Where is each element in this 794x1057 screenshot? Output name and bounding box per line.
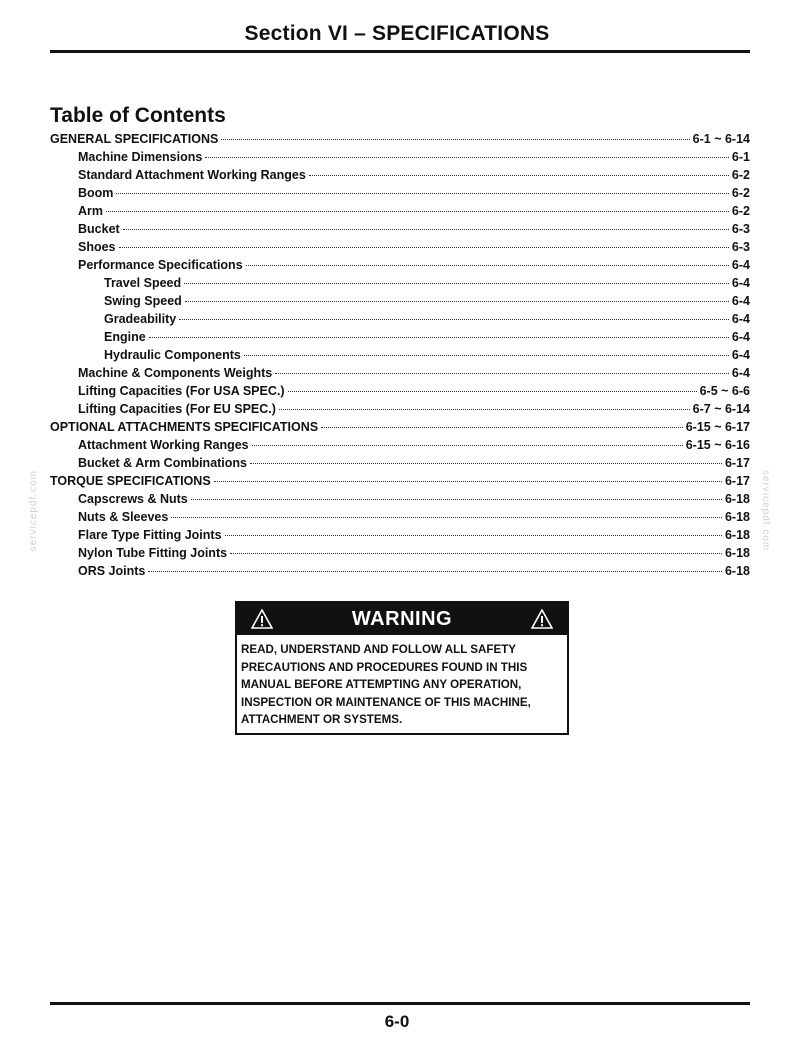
toc-entry-page: 6-2 xyxy=(731,204,750,218)
toc-heading: Table of Contents xyxy=(50,104,226,127)
toc-entry-label: Swing Speed xyxy=(104,294,182,308)
toc-dot-leader xyxy=(116,192,729,194)
toc-entry-page: 6-4 xyxy=(731,366,750,380)
toc-entry-label: Hydraulic Components xyxy=(104,348,241,362)
toc-dot-leader xyxy=(205,156,729,158)
toc-dot-leader xyxy=(179,318,729,320)
warning-line: MANUAL BEFORE ATTEMPTING ANY OPERATION, xyxy=(241,678,522,691)
warning-line: PRECAUTIONS AND PROCEDURES FOUND IN THIS xyxy=(241,660,528,674)
toc-entry-page: 6-4 xyxy=(731,258,750,272)
toc-entry-page: 6-3 xyxy=(731,240,750,254)
toc-entry-page: 6-4 xyxy=(731,312,750,326)
warning-title: WARNING xyxy=(351,607,453,630)
toc-dot-leader xyxy=(275,372,729,374)
warning-line: INSPECTION OR MAINTENANCE OF THIS MACHINE, xyxy=(241,695,531,709)
toc-dot-leader xyxy=(225,534,722,536)
toc-entry-label: ORS Joints xyxy=(78,564,146,578)
toc-dot-leader xyxy=(321,426,683,428)
toc-entry xyxy=(50,528,750,546)
toc-entry xyxy=(50,492,750,510)
toc-dot-leader xyxy=(250,462,722,464)
toc-entry xyxy=(50,384,750,402)
toc-dot-leader xyxy=(309,174,729,176)
toc-entry xyxy=(50,564,750,582)
section-title: Section VI – SPECIFICATIONS xyxy=(244,22,550,45)
toc-dot-leader xyxy=(288,390,697,392)
toc-entry-label: Bucket & Arm Combinations xyxy=(78,456,248,470)
toc-entry-page: 6-1 xyxy=(731,150,750,164)
toc-entry xyxy=(50,312,750,330)
toc-dot-leader xyxy=(148,570,722,572)
toc-dot-leader xyxy=(246,264,729,266)
toc-entry-label: Attachment Working Ranges xyxy=(78,438,249,452)
toc-entry xyxy=(50,510,750,528)
toc-entry-page: 6-17 xyxy=(724,474,750,488)
toc-entry-label: Machine Dimensions xyxy=(78,150,203,164)
toc-entry xyxy=(50,204,750,222)
toc-entry-page: 6-18 xyxy=(724,546,750,560)
warning-triangle-icon xyxy=(251,609,273,629)
toc-entry-page: 6-4 xyxy=(731,330,750,344)
toc-entry-label: Travel Speed xyxy=(104,276,182,290)
toc-entry xyxy=(50,438,750,456)
warning-line: READ, UNDERSTAND AND FOLLOW ALL SAFETY xyxy=(241,643,517,656)
toc-entry-page: 6-17 xyxy=(724,456,750,470)
top-rule xyxy=(50,50,750,53)
toc-entry xyxy=(50,186,750,204)
toc-entry xyxy=(50,348,750,366)
page-number: 6-0 xyxy=(384,1012,410,1031)
toc-entry-label: Nylon Tube Fitting Joints xyxy=(78,546,228,560)
toc-entry-page: 6-2 xyxy=(731,186,750,200)
toc-entry xyxy=(50,168,750,186)
toc-entry-page: 6-1 ~ 6-14 xyxy=(692,132,750,146)
warning-triangle-icon xyxy=(531,609,553,629)
toc-entry-page: 6-18 xyxy=(724,510,750,524)
toc-entry-label: Boom xyxy=(78,186,114,200)
toc-dot-leader xyxy=(191,498,722,500)
toc-entry-label: GENERAL SPECIFICATIONS xyxy=(50,132,219,146)
toc-entry-label: OPTIONAL ATTACHMENTS SPECIFICATIONS xyxy=(50,420,319,434)
toc-entry-page: 6-18 xyxy=(724,492,750,506)
toc-entry xyxy=(50,546,750,564)
toc-entry-label: Gradeability xyxy=(104,312,177,326)
warning-line: ATTACHMENT OR SYSTEMS. xyxy=(241,713,403,726)
toc-entry-page: 6-15 ~ 6-16 xyxy=(685,438,750,452)
toc-entry xyxy=(50,240,750,258)
toc-entry xyxy=(50,132,750,150)
toc-dot-leader xyxy=(214,480,722,482)
toc-dot-leader xyxy=(230,552,722,554)
toc-entry-label: Nuts & Sleeves xyxy=(78,510,169,524)
toc-entry xyxy=(50,474,750,492)
toc-entry-page: 6-4 xyxy=(731,294,750,308)
toc-entry-label: Machine & Components Weights xyxy=(78,366,273,380)
toc-entry-label: Shoes xyxy=(78,240,116,254)
toc-entry xyxy=(50,258,750,276)
toc-entry xyxy=(50,294,750,312)
toc-entry-label: Bucket xyxy=(78,222,120,236)
toc-dot-leader xyxy=(184,282,729,284)
toc-dot-leader xyxy=(106,210,729,212)
toc-entry xyxy=(50,150,750,168)
warning-body xyxy=(237,635,567,729)
toc-entry xyxy=(50,330,750,348)
toc-entry xyxy=(50,222,750,240)
toc-entry-label: Lifting Capacities (For EU SPEC.) xyxy=(78,402,276,416)
toc-dot-leader xyxy=(279,408,690,410)
toc-entry-label: TORQUE SPECIFICATIONS xyxy=(50,474,211,488)
toc-dot-leader xyxy=(119,246,729,248)
toc-dot-leader xyxy=(221,138,689,140)
toc-entry-page: 6-15 ~ 6-17 xyxy=(685,420,750,434)
toc-dot-leader xyxy=(171,516,722,518)
toc-entry-label: Engine xyxy=(104,330,146,344)
warning-box xyxy=(235,601,569,735)
toc-entry-label: Flare Type Fitting Joints xyxy=(78,528,222,542)
toc-dot-leader xyxy=(252,444,683,446)
toc-entry-label: Standard Attachment Working Ranges xyxy=(78,168,306,182)
toc-entry xyxy=(50,366,750,384)
watermark-left: servicepdf.com xyxy=(28,470,39,552)
toc-entry-page: 6-2 xyxy=(731,168,750,182)
toc-dot-leader xyxy=(244,354,729,356)
toc-dot-leader xyxy=(123,228,729,230)
toc-entry xyxy=(50,276,750,294)
toc-entry-label: Performance Specifications xyxy=(78,258,243,272)
toc-entry-page: 6-7 ~ 6-14 xyxy=(692,402,750,416)
toc-list xyxy=(50,132,750,582)
toc-dot-leader xyxy=(185,300,729,302)
toc-entry-label: Lifting Capacities (For USA SPEC.) xyxy=(78,384,285,398)
toc-dot-leader xyxy=(149,336,729,338)
toc-entry-label: Arm xyxy=(78,204,104,218)
toc-entry-page: 6-4 xyxy=(731,348,750,362)
toc-entry-label: Capscrews & Nuts xyxy=(78,492,188,506)
toc-entry xyxy=(50,402,750,420)
toc-entry-page: 6-4 xyxy=(731,276,750,290)
toc-entry-page: 6-18 xyxy=(724,564,750,578)
toc-entry-page: 6-5 ~ 6-6 xyxy=(699,384,750,398)
watermark-right: servicepdf.com xyxy=(760,470,771,552)
toc-entry-page: 6-3 xyxy=(731,222,750,236)
toc-entry xyxy=(50,420,750,438)
bottom-rule xyxy=(50,1002,750,1005)
toc-entry xyxy=(50,456,750,474)
toc-entry-page: 6-18 xyxy=(724,528,750,542)
warning-header xyxy=(237,603,567,635)
